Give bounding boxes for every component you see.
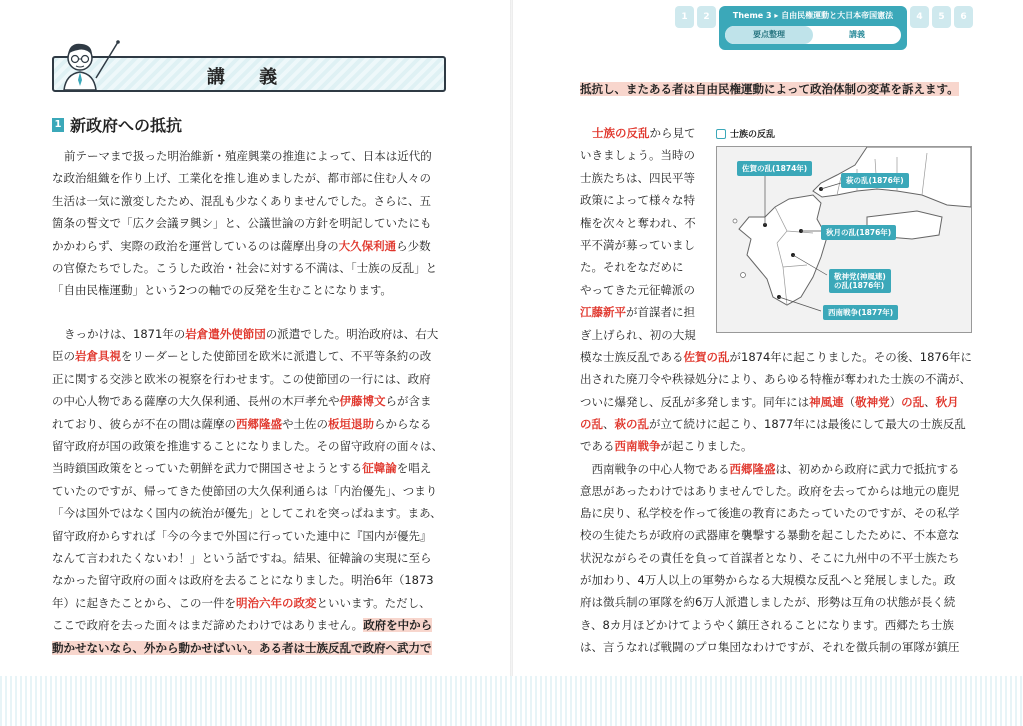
text-run: き、8カ月ほどかけてようやく鎮圧されることになります。西郷たち士族: [580, 617, 954, 632]
theme-tabs: [675, 6, 973, 50]
text-line: [52, 394, 432, 408]
text-run: が加わり、4万人以上の軍勢からなる大規模な反乱へと発展しました。政: [580, 573, 956, 587]
text-run: 意思があったわけではありませんでした。政府を去ってからは地元の鹿児: [580, 483, 960, 498]
text-line: [580, 350, 972, 364]
rebellion-map: [716, 146, 972, 333]
text-run: である: [580, 439, 615, 454]
text-run: の中心人物である薩摩の大久保利通、長州の木戸孝允や: [52, 394, 340, 409]
text-run: いきましょう。当時の: [580, 148, 695, 163]
highlighted-term: 征韓論: [362, 461, 397, 476]
text-run: ついに爆発し、反乱が多発します。同年には: [580, 394, 810, 409]
text-run: 「自由民権運動」という2つの軸での反発を生むことになります。: [52, 283, 392, 298]
text-run: 臣の: [52, 349, 75, 364]
text-run: 生活は一気に激変したため、混乱も少なくありませんでした。さらに、五: [52, 193, 432, 208]
map-label-shinpuren-line2: の乱(1876年): [834, 281, 885, 290]
text-line: [580, 573, 955, 587]
text-line: [52, 573, 434, 587]
text-run: が首謀者に担: [626, 305, 695, 320]
text-line: [52, 484, 437, 498]
highlighted-term: 板垣退助: [328, 416, 374, 431]
text-line: [52, 461, 431, 475]
map-label-akizuki: 秋月の乱(1876年): [821, 225, 896, 240]
subtab-summary[interactable]: 要点整理: [725, 26, 813, 44]
text-run: 模な士族反乱である: [580, 350, 684, 364]
text-line: [580, 506, 960, 520]
text-line: [52, 506, 442, 520]
text-line: [580, 462, 960, 476]
sub-tabs: [725, 26, 901, 44]
text-run: 当時鎖国政策をとっていた朝鮮を武力で開国させようとする: [52, 461, 363, 476]
text-run: なんて言われたくないわ！」という話ですね。結果、征韓論の実現に至ら: [52, 551, 432, 565]
text-line: [52, 551, 432, 565]
text-line: [580, 305, 695, 319]
highlighted-term: 伊藤博文: [339, 394, 386, 409]
map-caption: [716, 127, 775, 140]
text-run: から見て: [649, 126, 696, 140]
highlighted-term: 動かせないなら、外から動かせばいい。ある者は士族反乱で政府へ武力で: [52, 640, 432, 655]
text-line: [52, 529, 432, 543]
text-line: [64, 149, 432, 163]
current-theme-tab: [719, 6, 907, 50]
text-run: や土佐の: [282, 416, 328, 431]
text-line: [52, 439, 443, 453]
text-run: らからなる: [374, 416, 432, 431]
section-number: 1: [52, 118, 64, 132]
text-run: ていたのですが、帰ってきた使節団の大久保利通らは「内治優先」、つまり: [52, 483, 438, 498]
text-run: といいます。ただし、: [316, 595, 431, 610]
text-run: が1874年に起こりました。その後、1876年に: [729, 350, 973, 364]
text-line: [52, 239, 431, 253]
text-run: が起こりました。: [660, 439, 753, 454]
map-label-seinan: 西南戦争(1877年): [823, 305, 898, 320]
tab-theme-1[interactable]: 1: [675, 6, 694, 28]
highlighted-term: 政府を中から: [363, 618, 433, 633]
section-heading: [52, 113, 182, 136]
text-run: 「今は国外ではなく国内の統治が優先」としてこれを突っぱねます。まあ、: [52, 506, 442, 521]
text-line: [580, 640, 960, 654]
text-line: [580, 595, 955, 609]
highlighted-term: 萩の乱: [614, 416, 649, 431]
text-line: [52, 194, 431, 208]
text-run: 留守政府が国の政策を推進することになりました。その留守政府の面々は、: [52, 439, 443, 453]
tab-theme-4[interactable]: 4: [910, 6, 929, 28]
highlighted-term: 江藤新平: [580, 305, 626, 320]
text-run: らが含ま: [385, 394, 432, 409]
text-line: [580, 148, 695, 162]
text-line: [52, 349, 431, 363]
bottom-stripes: [0, 676, 1023, 726]
text-line: [580, 328, 696, 342]
text-line: [64, 327, 438, 341]
text-run: 府は徴兵制の軍隊を約6万人派遣しましたが、形勢は互角の状態が長く続: [580, 595, 956, 610]
text-run: は、言うなれば戦闘のプロ集団なわけですが、それを徴兵制の軍隊が鎮圧: [580, 639, 960, 654]
text-line: [580, 551, 960, 565]
highlighted-term: 敬神党: [855, 394, 890, 409]
text-run: 年）に起きたことから、この一件を: [52, 595, 236, 610]
text-line: [52, 216, 432, 230]
map-label-hagi: 萩の乱(1876年): [841, 173, 909, 188]
text-run: なかった留守政府の面々は政府を去ることになりました。明治6年（1873: [52, 573, 434, 588]
text-line: [592, 126, 696, 140]
text-run: た。それをなだめに: [580, 260, 684, 275]
highlighted-term: 秋月: [935, 394, 959, 409]
subtab-lecture[interactable]: 講義: [849, 30, 865, 39]
section-title: 新政府への抵抗: [70, 116, 183, 135]
text-line: [580, 618, 954, 632]
text-run: 島に戻り、私学校を作って後進の教育にあたっていたのですが、その私学: [580, 506, 960, 521]
text-line: [580, 395, 959, 409]
text-line: [52, 596, 431, 610]
lecture-title: 講 義: [206, 67, 292, 88]
map-label-shinpuren-line1: 敬神党(神風連): [834, 272, 886, 281]
figure-icon: [716, 129, 726, 139]
text-line: [52, 171, 431, 185]
text-run: 箇条の誓文で「広ク会議ヲ興シ」と、公議世論の方針を明記していたにも: [52, 216, 432, 231]
text-line: [580, 372, 971, 386]
text-run: の官僚たちでした。こうした政治・社会に対する不満は、「士族の反乱」と: [52, 261, 438, 275]
text-line: [52, 618, 432, 632]
highlighted-term: 明治六年の政変: [236, 595, 317, 610]
text-line: [580, 417, 966, 431]
text-run: ）: [889, 394, 902, 409]
theme-label: Theme 3 ▸ 自由民権運動と大日本帝国憲法: [732, 11, 894, 20]
text-line: [52, 641, 432, 655]
text-line: [580, 260, 684, 274]
text-run: は、初めから政府に武力で抵抗する: [775, 461, 960, 476]
text-run: ここで政府を去った面々はまだ諦めたわけではありません。: [52, 618, 364, 633]
text-run: 、: [924, 394, 936, 409]
text-run: 平不満が募っていまし: [580, 238, 695, 252]
highlighted-term: 抵抗し、またある者は自由民権運動によって政治体制の変革を訴えます。: [580, 82, 959, 96]
teacher-illustration: [58, 38, 120, 90]
highlighted-term: 岩倉遣外使節団: [185, 327, 266, 341]
highlighted-term: 西郷隆盛: [236, 416, 282, 431]
text-line: [580, 216, 696, 230]
text-run: 出された廃刀令や秩禄処分により、あらゆる特権が奪われた士族の不満が、: [580, 372, 971, 387]
highlighted-term: 神風連: [809, 394, 844, 409]
text-run: 状況ながらその責任を負って首謀者となり、そこに九州中の不平士族たち: [580, 550, 960, 565]
text-line: [52, 283, 392, 297]
text-run: かかわらず、実際の政治を運営しているのは薩摩出身の: [52, 238, 339, 253]
tab-theme-6[interactable]: 6: [954, 6, 973, 28]
text-run: な政治組織を作り上げ、工業化を推し進めましたが、都市部に住む人々の: [52, 171, 432, 186]
text-line: [580, 82, 959, 96]
text-run: ぎ上げられ、初の大規: [580, 327, 696, 342]
text-run: が立て続けに起こり、1877年には最後にして最大の士族反乱: [649, 416, 966, 431]
highlighted-term: 西郷隆盛: [729, 461, 776, 476]
text-line: [580, 193, 695, 207]
text-line: [580, 484, 959, 498]
text-line: [580, 171, 695, 185]
text-run: 校の生徒たちが政府の武器庫を襲撃する暴動を起こしたために、不本意な: [580, 528, 960, 543]
highlighted-term: 佐賀の乱: [683, 350, 730, 364]
tab-theme-2[interactable]: 2: [697, 6, 716, 28]
text-line: [580, 238, 695, 252]
text-line: [52, 417, 432, 431]
text-run: ら少数: [396, 238, 431, 253]
right-page: [512, 0, 1023, 726]
text-run: 西南戦争の中心人物である: [580, 461, 730, 476]
highlighted-term: の乱: [580, 416, 603, 431]
text-run: （: [843, 394, 856, 409]
highlighted-term: 士族の反乱: [592, 126, 650, 140]
tab-theme-5[interactable]: 5: [932, 6, 951, 28]
text-run: 正に関する交渉と欧米の視察を行わせます。この使節団の一行には、政府: [52, 371, 431, 386]
text-run: 留守政府からすれば「今の今まで外国に行っていた連中に『国内が優先』: [52, 528, 432, 543]
left-page: [0, 0, 511, 726]
text-run: 権を次々と奪われ、不: [580, 215, 696, 230]
text-run: を唱え: [396, 461, 432, 476]
text-run: の派遣でした。明治政府は、右大: [265, 327, 439, 341]
text-run: 、: [603, 416, 615, 431]
text-line: [52, 372, 431, 386]
highlighted-term: 岩倉具視: [75, 349, 121, 364]
text-line: [580, 528, 960, 542]
text-line: [580, 439, 753, 453]
text-run: きっかけは、1871年の: [64, 327, 186, 341]
text-line: [52, 261, 437, 275]
highlighted-term: 大久保利通: [338, 238, 397, 253]
text-line: [580, 283, 695, 297]
text-run: れており、彼らが不在の間は薩摩の: [52, 416, 236, 431]
map-caption-text: 士族の反乱: [730, 130, 776, 140]
map-label-saga: 佐賀の乱(1874年): [737, 161, 812, 176]
map-label-shinpuren: [829, 269, 891, 293]
text-run: をリーダーとした使節団を欧米に派遣して、不平等条約の改: [121, 349, 432, 364]
highlighted-term: の乱: [901, 394, 925, 409]
text-run: 前テーマまで扱った明治維新・殖産興業の推進によって、日本は近代的: [64, 149, 432, 163]
highlighted-term: 西南戦争: [614, 439, 661, 454]
text-run: 政策によって様々な特: [580, 193, 695, 208]
text-run: やってきた元征韓派の: [580, 282, 695, 297]
text-run: 士族たちは、四民平等: [580, 170, 695, 185]
